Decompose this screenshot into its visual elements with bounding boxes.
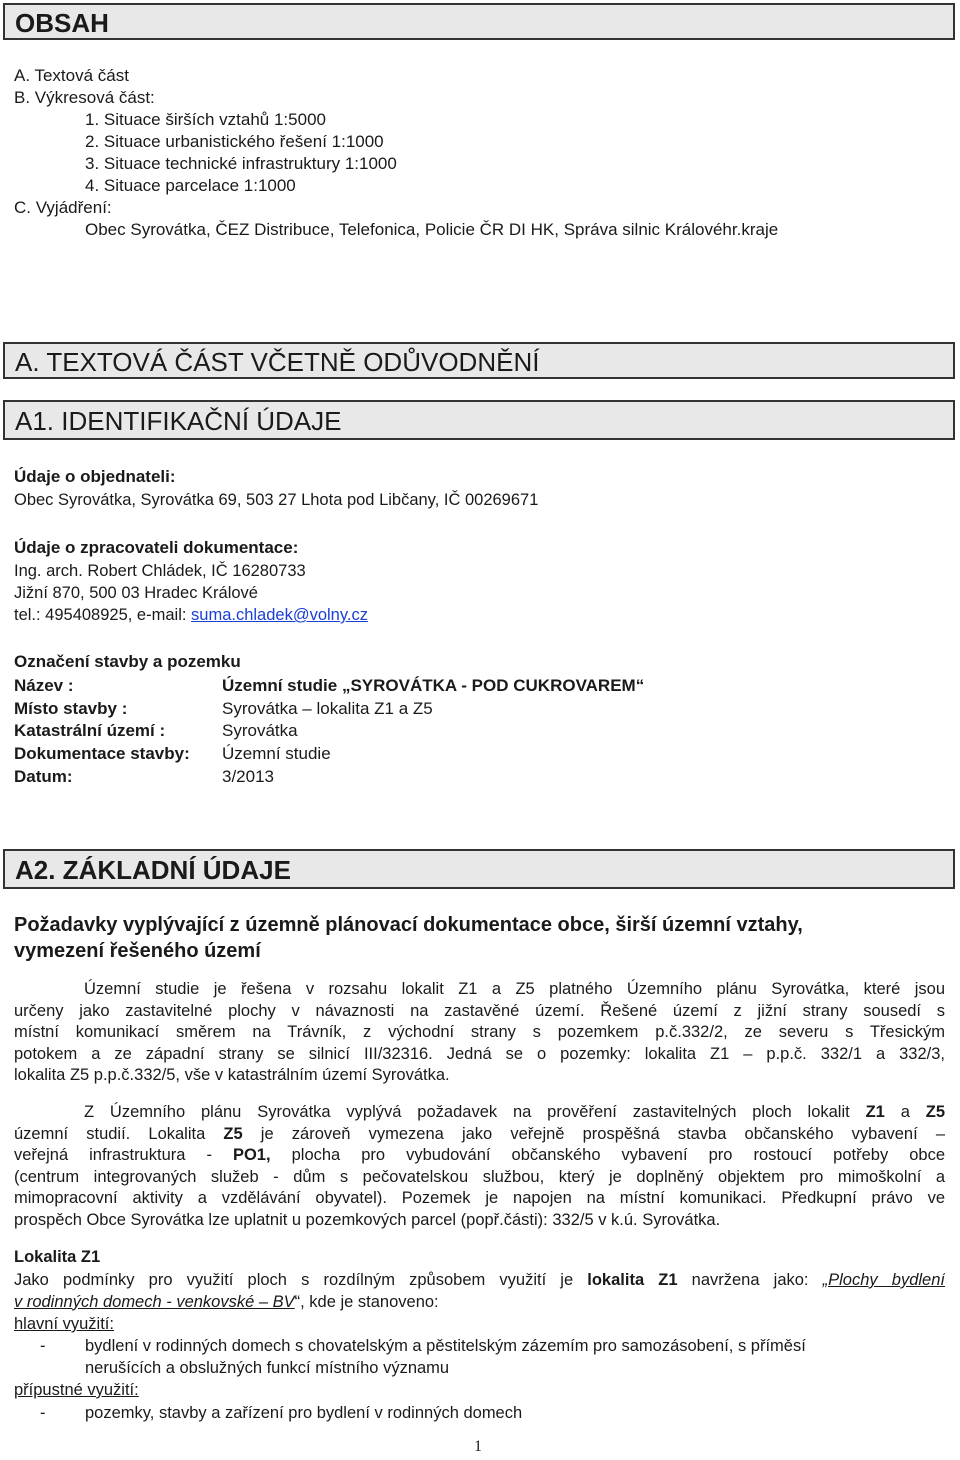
- requirements-heading-line2: vymezení řešeného území: [14, 940, 261, 962]
- paragraph-line: místní komunikací směrem na Trávník, z východní strany s pozemkem p.č.332/2, ze severu s Třesickým: [14, 1023, 945, 1041]
- author-email-link[interactable]: suma.chladek@volny.cz: [191, 606, 368, 624]
- toc-subitem: 3. Situace technické infrastruktury 1:1000: [85, 154, 397, 173]
- text-run: v rodinných domech - venkovské – BV: [14, 1292, 295, 1311]
- main-use-item-line1: bydlení v rodinných domech s chovatelským a pěstitelským zázemím pro samozásobení, s příměsí: [85, 1337, 806, 1355]
- field-value-date: 3/2013: [222, 767, 274, 786]
- toc-item-b: B. Výkresová část:: [14, 88, 155, 107]
- field-value-cadastre: Syrovátka: [222, 721, 298, 740]
- field-value-documentation: Územní studie: [222, 744, 331, 763]
- section-a2-title: A2. ZÁKLADNÍ ÚDAJE: [15, 855, 291, 885]
- toc-subitem: 1. Situace širších vztahů 1:5000: [85, 110, 326, 129]
- toc-subitem: 2. Situace urbanistického řešení 1:1000: [85, 132, 384, 151]
- paragraph-line: lokalita Z5 p.p.č.332/5, vše v katastrálním území Syrovátka.: [14, 1066, 450, 1084]
- paragraph-requirement: [14, 1102, 945, 1231]
- requirements-heading-line1: Požadavky vyplývající z územně plánovací dokumentace obce, širší územní vztahy,: [14, 914, 803, 936]
- field-label-date: Datum:: [14, 767, 73, 786]
- paragraph-line: [14, 1270, 945, 1292]
- client-heading: Údaje o objednateli:: [14, 467, 176, 486]
- section-a1-heading-box: [3, 400, 955, 440]
- section-a2-heading-box: [3, 849, 955, 889]
- toc-item-c-detail: Obec Syrovátka, ČEZ Distribuce, Telefonica, Policie ČR DI HK, Správa silnic Královéhr.kraje: [85, 220, 779, 239]
- allowed-use-label: přípustné využití:: [14, 1381, 139, 1399]
- locality-z1-text: [14, 1270, 945, 1313]
- section-a-title: A. TEXTOVÁ ČÁST VČETNĚ ODŮVODNĚNÍ: [15, 347, 540, 377]
- field-label-documentation: Dokumentace stavby:: [14, 744, 190, 763]
- text-run: veřejná infrastruktura -: [14, 1146, 233, 1164]
- field-label-name: Název :: [14, 676, 74, 695]
- list-dash: -: [40, 1404, 46, 1422]
- toc-subitem: 4. Situace parcelace 1:1000: [85, 176, 296, 195]
- author-tel: tel.: 495408925, e-mail:: [14, 606, 192, 624]
- paragraph-line: [14, 1102, 945, 1124]
- paragraph-line: určeny jako zastavitelné plochy v návaznosti na zastavěné území. Řešené území z jižní strany sousedí s: [14, 1001, 945, 1020]
- paragraph-scope: [14, 979, 945, 1087]
- text-run: územní studií. Lokalita: [14, 1124, 224, 1143]
- field-label-place: Místo stavby :: [14, 699, 128, 718]
- main-use-label: hlavní využití:: [14, 1315, 114, 1333]
- paragraph-line: prospěch Obce Syrovátka lze uplatnit u pozemkových parcel (popř.části): 332/5 v k.ú. Syrovátka.: [14, 1210, 721, 1229]
- paragraph-line: mimopracovní aktivity a vzdělávání obyvatel). Pozemek je napojen na místní komunikaci. Předkupní právo ve: [14, 1189, 945, 1207]
- text-run: je zároveň vymezena jako veřejně prospěšná stavba občanského vybavení –: [242, 1124, 945, 1143]
- author-contact: [14, 606, 368, 625]
- paragraph-line: [14, 1145, 945, 1167]
- text-run: lokalita Z1: [587, 1271, 678, 1289]
- text-run: PO1,: [232, 1146, 271, 1164]
- field-value-name: Územní studie „SYROVÁTKA - POD CUKROVAREM“: [222, 676, 645, 695]
- paragraph-line: (centrum integrovaných služeb - dům s pečovatelskou službou, který je doplněný objektem pro mimoškolní a: [14, 1167, 945, 1186]
- field-label-cadastre: Katastrální území :: [14, 721, 166, 740]
- paragraph-line: potokem a ze západní strany se silnicí III/32316. Jedná se o pozemky: lokalita Z1 – p.p.č. 332/1 a 332/3,: [14, 1044, 945, 1063]
- text-run: plocha pro vybudování občanského vybavení pro rostoucí potřeby obce: [270, 1146, 945, 1164]
- author-name: Ing. arch. Robert Chládek, IČ 16280733: [14, 562, 306, 580]
- allowed-use-item: pozemky, stavby a zařízení pro bydlení v rodinných domech: [85, 1404, 523, 1422]
- field-value-place: Syrovátka – lokalita Z1 a Z5: [222, 699, 433, 718]
- text-run: Z1: [865, 1103, 885, 1121]
- author-address: Jižní 870, 500 03 Hradec Králové: [14, 584, 258, 602]
- toc-heading-box: [3, 3, 955, 40]
- author-heading: Údaje o zpracovateli dokumentace:: [14, 538, 299, 557]
- text-run: Jako podmínky pro využití ploch s rozdílným způsobem využití je: [14, 1271, 588, 1289]
- text-run: “, kde je stanoveno:: [294, 1292, 439, 1311]
- text-run: Z5: [223, 1124, 243, 1143]
- toc-item-a: A. Textová část: [14, 66, 129, 85]
- text-run: Z Územního plánu Syrovátka vyplývá požadavek na prověření zastavitelných ploch lokalit: [84, 1103, 866, 1121]
- paragraph-line: Územní studie je řešena v rozsahu lokalit Z1 a Z5 platného Územního plánu Syrovátka, které jsou: [84, 980, 945, 998]
- text-run: „Plochy bydlení: [822, 1271, 945, 1289]
- paragraph-line: [14, 1124, 945, 1146]
- main-use-item-line2: nerušících a obslužných funkcí místního významu: [85, 1359, 450, 1377]
- client-info: Obec Syrovátka, Syrovátka 69, 503 27 Lhota pod Libčany, IČ 00269671: [14, 491, 539, 509]
- locality-z1-heading: Lokalita Z1: [14, 1248, 101, 1266]
- toc-item-c: C. Vyjádření:: [14, 198, 112, 217]
- paragraph-line: [14, 1292, 945, 1314]
- list-dash: -: [40, 1337, 46, 1355]
- toc-title: OBSAH: [15, 8, 109, 38]
- page-number: 1: [474, 1438, 482, 1455]
- marking-heading: Označení stavby a pozemku: [14, 652, 241, 671]
- text-run: a: [884, 1103, 926, 1121]
- section-a1-title: A1. IDENTIFIKAČNÍ ÚDAJE: [15, 406, 342, 436]
- section-a-heading-box: [3, 342, 955, 379]
- text-run: navržena jako:: [677, 1271, 823, 1289]
- text-run: Z5: [925, 1103, 945, 1121]
